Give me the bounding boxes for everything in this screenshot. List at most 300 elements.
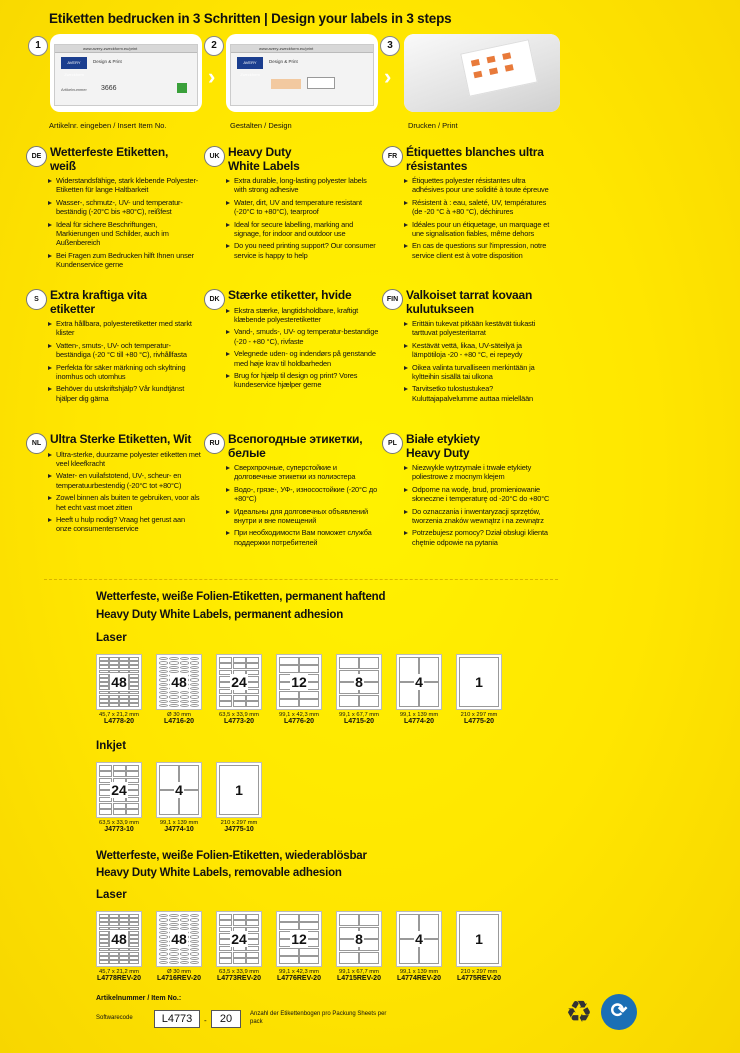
- lang-block-fr: [382, 146, 557, 263]
- label-cell: [109, 699, 119, 703]
- label-cell: [129, 670, 139, 674]
- label-cell: [99, 661, 109, 665]
- label-cell: [219, 920, 232, 926]
- label-cell: [119, 952, 129, 956]
- label-cell: [279, 657, 299, 665]
- product-code: L4774REV-20: [397, 975, 441, 982]
- label-cell: [169, 923, 178, 926]
- list-item: Extra hållbara, polyesteretiketter med starkt klister: [48, 319, 201, 338]
- label-cell: [109, 691, 119, 695]
- list-item: Extra durable, long-lasting polyester labels with strong adhesive: [226, 176, 379, 195]
- label-cell: [119, 695, 129, 699]
- labels-per-sheet: [157, 931, 201, 947]
- label-cell: [180, 657, 189, 660]
- label-cell: [180, 923, 189, 926]
- label-cell: [190, 666, 199, 669]
- browser-url: www.avery-zweckform.eu/print: [83, 46, 138, 51]
- list-item: Ideal for secure labelling, marking and signage, for indoor and outdoor use: [226, 220, 379, 239]
- label-cell: [109, 952, 119, 956]
- label-sheet-icon: [456, 654, 502, 710]
- product-code: L4715-20: [344, 718, 374, 725]
- lang-title: Ultra Sterke Etiketten, Wit: [50, 432, 192, 446]
- inkjet-heading: Inkjet: [96, 740, 127, 752]
- label-cell: [159, 923, 168, 926]
- labels-per-sheet: [457, 931, 501, 947]
- labels-per-sheet: [337, 674, 381, 690]
- label-cell: [119, 956, 129, 960]
- label-cell: [119, 914, 129, 918]
- labels-per-sheet: [277, 674, 321, 690]
- sheets-per-pack-value: 20: [211, 1010, 241, 1028]
- laser-heading: Laser: [96, 632, 127, 644]
- product-item: [396, 911, 442, 982]
- label-size: Ø 30 mm: [167, 712, 191, 718]
- browser-window: [54, 44, 198, 106]
- step-3-image: [404, 34, 560, 112]
- browser-menu: Design & Print: [93, 59, 122, 64]
- softwarecode-value: L4773: [154, 1010, 200, 1028]
- label-sheet-icon: [156, 654, 202, 710]
- label-cell: [119, 918, 129, 922]
- label-cell: [246, 657, 259, 663]
- labels-per-sheet-value: 4: [415, 674, 423, 690]
- recycle-icon: ♻: [565, 996, 593, 1029]
- label-cell: [109, 695, 119, 699]
- label-sheet-icon: [216, 654, 262, 710]
- softwarecode-label: Softwarecode: [96, 1015, 133, 1021]
- label-cell: [190, 700, 199, 703]
- avery-logo: AVERY Zweckform: [61, 57, 87, 69]
- label-cell: [99, 952, 109, 956]
- list-item: Oikea valinta turvalliseen merkintään ja kyltteihin sisällä tai ulkona: [404, 363, 557, 382]
- label-cell: [169, 918, 178, 921]
- label-cell: [219, 958, 232, 964]
- label-sheet-icon: [336, 911, 382, 967]
- label-cell: [109, 661, 119, 665]
- step-caption: Artikelnr. eingeben / Insert Item No.: [49, 121, 167, 130]
- label-cell: [359, 695, 379, 707]
- label-cell: [99, 670, 109, 674]
- design-preview-icon: [307, 77, 335, 89]
- product-item: [216, 911, 262, 982]
- labels-per-sheet: [397, 674, 441, 690]
- label-cell: [159, 914, 168, 917]
- label-cell: [180, 691, 189, 694]
- label-cell: [159, 927, 168, 930]
- label-cell: [159, 666, 168, 669]
- label-cell: [159, 700, 168, 703]
- labels-per-sheet: [217, 782, 261, 798]
- label-sheet-icon: [456, 911, 502, 967]
- label-size: 210 x 297 mm: [460, 712, 498, 718]
- label-cell: [180, 670, 189, 673]
- product-code: L4774-20: [404, 718, 434, 725]
- label-cell: [190, 918, 199, 921]
- label-cell: [359, 657, 379, 669]
- label-cell: [99, 665, 109, 669]
- product-code: L4776REV-20: [277, 975, 321, 982]
- product-code: L4776-20: [284, 718, 314, 725]
- list-item: Vatten-, smuts-, UV- och temperatur-beständiga (-20 °C till +80 °C), rivhållfasta: [48, 341, 201, 360]
- label-sheet-icon: [396, 654, 442, 710]
- labels-per-sheet: [97, 782, 141, 798]
- label-cell: [246, 695, 259, 701]
- list-item: При необходимости Вам поможет служба поддержки потребителей: [226, 528, 379, 547]
- label-size: 99,1 x 42,3 mm: [279, 969, 319, 975]
- article-number-label: Artikelnummer / Item No.:: [96, 995, 182, 1002]
- browser-menu: Design & Print: [269, 59, 298, 64]
- label-cell: [109, 657, 119, 661]
- list-item: Bei Fragen zum Bedrucken hilft Ihnen unser Kundenservice gerne: [48, 251, 201, 270]
- label-cell: [129, 661, 139, 665]
- label-cell: [129, 699, 139, 703]
- design-preview-icon: [271, 79, 301, 89]
- label-cell: [119, 699, 129, 703]
- label-cell: [129, 657, 139, 661]
- label-cell: [129, 922, 139, 926]
- product-item: [216, 654, 262, 725]
- list-item: Odporne na wodę, brud, promieniowanie słoneczne i temperaturę od -20°C do +80°C: [404, 485, 557, 504]
- label-cell: [299, 657, 319, 665]
- step-caption: Drucken / Print: [408, 121, 458, 130]
- product-code: L4715REV-20: [337, 975, 381, 982]
- label-cell: [279, 914, 299, 922]
- labels-per-sheet-value: 24: [231, 931, 247, 947]
- labels-per-sheet-value: 48: [111, 674, 127, 690]
- product-item: [216, 762, 262, 833]
- label-cell: [190, 948, 199, 951]
- lang-badge: FIN: [382, 289, 403, 310]
- label-cell: [299, 691, 319, 699]
- product-code: L4778REV-20: [97, 975, 141, 982]
- label-cell: [159, 704, 168, 707]
- label-sheet-icon: [216, 911, 262, 967]
- product-code: L4716REV-20: [157, 975, 201, 982]
- label-cell: [279, 956, 299, 964]
- label-cell: [99, 657, 109, 661]
- product-code: L4775-20: [464, 718, 494, 725]
- product-item: [96, 654, 142, 725]
- lang-block-ru: [204, 433, 379, 550]
- product-item: [96, 911, 142, 982]
- product-code: L4778-20: [104, 718, 134, 725]
- label-cell: [159, 691, 168, 694]
- product-code: L4773-20: [224, 718, 254, 725]
- list-item: Velegnede uden- og indendørs på genstande med høje krav til holdbarheden: [226, 349, 379, 368]
- labels-per-sheet: [217, 674, 261, 690]
- labels-per-sheet: [157, 674, 201, 690]
- browser-url: www.avery-zweckform.eu/print: [259, 46, 314, 51]
- step-caption: Gestalten / Design: [230, 121, 292, 130]
- label-cell: [99, 803, 112, 809]
- labels-per-sheet-value: 4: [175, 782, 183, 798]
- list-item: Идеальны для долговечных объявлений внутри и вне помещений: [226, 507, 379, 526]
- lang-badge: DE: [26, 146, 47, 167]
- label-cell: [233, 958, 246, 964]
- label-cell: [339, 695, 359, 707]
- labels-per-sheet: [217, 931, 261, 947]
- label-cell: [219, 701, 232, 707]
- label-cell: [129, 914, 139, 918]
- label-cell: [169, 666, 178, 669]
- lang-badge: RU: [204, 433, 225, 454]
- label-cell: [190, 961, 199, 964]
- labels-per-sheet-value: 1: [475, 674, 483, 690]
- labels-per-sheet-value: 8: [355, 674, 363, 690]
- label-cell: [119, 960, 129, 964]
- list-item: Water- en vuilafstotend, UV-, scheur- en temperatuurbestendig (-20°C tot +80°C): [48, 471, 201, 490]
- step-number: 2: [204, 36, 224, 56]
- label-cell: [279, 665, 299, 673]
- label-cell: [180, 661, 189, 664]
- lang-badge: PL: [382, 433, 403, 454]
- product-item: [96, 762, 142, 833]
- labels-per-sheet-value: 24: [231, 674, 247, 690]
- product-item: [156, 762, 202, 833]
- label-cell: [299, 665, 319, 673]
- label-sheet-icon: [216, 762, 262, 818]
- section-title-en: Heavy Duty White Labels, permanent adhesion: [96, 609, 344, 621]
- labels-per-sheet: [457, 674, 501, 690]
- page-title: Etiketten bedrucken in 3 Schritten | Design your labels in 3 steps: [49, 11, 452, 26]
- label-sheet-icon: [276, 911, 322, 967]
- label-cell: [129, 703, 139, 707]
- label-cell: [359, 952, 379, 964]
- label-cell: [299, 914, 319, 922]
- label-cell: [109, 665, 119, 669]
- label-cell: [99, 914, 109, 918]
- product-code: L4716-20: [164, 718, 194, 725]
- product-code: L4775REV-20: [457, 975, 501, 982]
- label-cell: [169, 691, 178, 694]
- label-cell: [109, 956, 119, 960]
- label-size: 99,1 x 139 mm: [399, 712, 439, 718]
- list-item: Widerstandsfähige, stark klebende Polyester-Etiketten für lange Haltbarkeit: [48, 176, 201, 195]
- product-code: J4773-10: [104, 826, 134, 833]
- product-item: [156, 911, 202, 982]
- label-cell: [109, 927, 119, 931]
- label-cell: [119, 670, 129, 674]
- list-item: Idéales pour un étiquetage, un marquage et une signalisation fiables, même dehors: [404, 220, 557, 239]
- label-cell: [169, 695, 178, 698]
- label-cell: [159, 957, 168, 960]
- label-cell: [233, 695, 246, 701]
- label-sheet-icon: [276, 654, 322, 710]
- label-size: 99,1 x 139 mm: [159, 820, 199, 826]
- green-dot-icon: ⟳: [601, 994, 637, 1030]
- label-cell: [219, 914, 232, 920]
- label-cell: [129, 960, 139, 964]
- label-cell: [246, 914, 259, 920]
- list-item: Do oznaczania i inwentaryzacji sprzętów, tworzenia znaków wewnątrz i na zewnątrz: [404, 507, 557, 526]
- label-cell: [299, 699, 319, 707]
- label-cell: [190, 914, 199, 917]
- printer-photo: [404, 34, 560, 112]
- product-item: [336, 911, 382, 982]
- steps-strip: [28, 34, 568, 114]
- label-cell: [109, 703, 119, 707]
- label-cell: [99, 703, 109, 707]
- section-title-en: Heavy Duty White Labels, removable adhesion: [96, 867, 342, 879]
- label-cell: [159, 918, 168, 921]
- label-sheet-icon: [96, 762, 142, 818]
- label-size: 210 x 297 mm: [460, 969, 498, 975]
- list-item: Zowel binnen als buiten te gebruiken, voor als het echt vast moet zitten: [48, 493, 201, 512]
- list-item: Erittäin tukevat pitkään kestävät tiukasti tarttuvat polyesteritarrat: [404, 319, 557, 338]
- label-cell: [233, 920, 246, 926]
- label-cell: [180, 666, 189, 669]
- labels-per-sheet-value: 4: [415, 931, 423, 947]
- labels-per-sheet-value: 24: [111, 782, 127, 798]
- go-button-icon: [177, 83, 187, 93]
- list-item: Wasser-, schmutz-, UV- und temperatur-beständig (-20°C bis +80°C), reißfest: [48, 198, 201, 217]
- label-cell: [109, 670, 119, 674]
- label-size: 63,5 x 33,9 mm: [99, 820, 139, 826]
- label-cell: [339, 914, 359, 926]
- label-cell: [233, 701, 246, 707]
- label-cell: [169, 957, 178, 960]
- label-cell: [190, 704, 199, 707]
- lang-title: Extra kraftiga vita etiketter: [50, 288, 147, 316]
- labels-per-sheet: [97, 674, 141, 690]
- label-cell: [233, 657, 246, 663]
- label-cell: [129, 918, 139, 922]
- labels-per-sheet-value: 48: [171, 931, 187, 947]
- label-cell: [109, 914, 119, 918]
- label-cell: [219, 952, 232, 958]
- label-cell: [190, 695, 199, 698]
- list-item: Do you need printing support? Our consumer service is happy to help: [226, 241, 379, 260]
- label-cell: [180, 957, 189, 960]
- laser-heading: Laser: [96, 889, 127, 901]
- lang-block-dk: [204, 289, 379, 393]
- label-cell: [180, 914, 189, 917]
- label-cell: [180, 918, 189, 921]
- label-cell: [219, 695, 232, 701]
- label-cell: [246, 663, 259, 669]
- label-cell: [129, 695, 139, 699]
- label-cell: [190, 952, 199, 955]
- product-item: [456, 911, 502, 982]
- label-cell: [180, 948, 189, 951]
- label-cell: [99, 699, 109, 703]
- label-cell: [109, 922, 119, 926]
- label-cell: [109, 960, 119, 964]
- label-size: 63,5 x 33,9 mm: [219, 712, 259, 718]
- label-cell: [126, 765, 139, 771]
- label-cell: [126, 771, 139, 777]
- product-item: [156, 654, 202, 725]
- labels-per-sheet-value: 48: [111, 931, 127, 947]
- lang-block-fin: [382, 289, 557, 406]
- label-cell: [246, 920, 259, 926]
- sheets-per-pack-note: Anzahl der Etikettenbogen pro Packung Sheets per pack: [250, 1011, 387, 1025]
- list-item: Kestävät vettä, likaa, UV-säteilyä ja lämpötiloja -20 - +80 °C, ei repeydy: [404, 341, 557, 360]
- label-cell: [159, 661, 168, 664]
- list-item: Водо-, грязе-, УФ-, износостойкие (-20°C до +80°C): [226, 485, 379, 504]
- label-cell: [159, 961, 168, 964]
- label-cell: [99, 956, 109, 960]
- list-item: Perfekta för säker märkning och skyltning inomhus och utomhus: [48, 363, 201, 382]
- lang-title: Valkoiset tarrat kovaan kulutukseen: [406, 288, 533, 316]
- list-item: Heeft u hulp nodig? Vraag het gerust aan onze consumentenservice: [48, 515, 201, 534]
- label-cell: [180, 952, 189, 955]
- list-item: Behöver du utskriftshjälp? Vår kundtjänst hjälper dig gärna: [48, 384, 201, 403]
- label-cell: [129, 952, 139, 956]
- label-cell: [246, 701, 259, 707]
- product-item: [336, 654, 382, 725]
- lang-title: Stærke etiketter, hvide: [228, 288, 352, 302]
- label-cell: [190, 923, 199, 926]
- label-cell: [99, 960, 109, 964]
- labels-per-sheet-value: 12: [291, 674, 307, 690]
- list-item: Brug for hjælp til design og print? Vores kundeservice hjælper gerne: [226, 371, 379, 390]
- list-item: Potrzebujesz pomocy? Dział obsługi klienta chętnie odpowie na pytania: [404, 528, 557, 547]
- label-cell: [246, 958, 259, 964]
- list-item: Étiquettes polyester résistantes ultra adhésives pour une solidité à toute épreuve: [404, 176, 557, 195]
- label-cell: [169, 914, 178, 917]
- label-cell: [109, 918, 119, 922]
- labels-per-sheet: [157, 782, 201, 798]
- list-item: Vand-, smuds-, UV- og temperatur-bestandige (-20 - +80 °C), rivfaste: [226, 327, 379, 346]
- label-cell: [119, 948, 129, 952]
- label-sheet-icon: [396, 911, 442, 967]
- label-cell: [190, 957, 199, 960]
- label-cell: [99, 771, 112, 777]
- list-item: Ekstra stærke, langtidsholdbare, kraftigt klæbende polyesteretiketter: [226, 306, 379, 325]
- label-cell: [109, 948, 119, 952]
- label-cell: [169, 948, 178, 951]
- list-item: Résistent à : eau, saleté, UV, températures (de -20 °C à +80 °C), déchirures: [404, 198, 557, 217]
- labels-per-sheet: [337, 931, 381, 947]
- label-cell: [339, 952, 359, 964]
- label-cell: [119, 922, 129, 926]
- label-cell: [169, 670, 178, 673]
- section-divider: [44, 579, 558, 580]
- product-code: L4773REV-20: [217, 975, 261, 982]
- product-code: J4775-10: [224, 826, 254, 833]
- step-number: 3: [380, 36, 400, 56]
- label-cell: [180, 927, 189, 930]
- product-code: J4774-10: [164, 826, 194, 833]
- product-item: [396, 654, 442, 725]
- label-cell: [129, 665, 139, 669]
- label-cell: [126, 803, 139, 809]
- chevron-right-icon: ›: [384, 64, 392, 89]
- label-cell: [299, 948, 319, 956]
- lang-title: Wetterfeste Etiketten, weiß: [50, 145, 169, 173]
- lang-title: Étiquettes blanches ultra résistantes: [406, 145, 544, 173]
- label-cell: [219, 657, 232, 663]
- label-cell: [99, 809, 112, 815]
- list-item: Niezwykle wytrzymałe i trwałe etykiety poliestrowe z mocnym klejem: [404, 463, 557, 482]
- label-cell: [113, 771, 126, 777]
- lang-title: Białe etykiety Heavy Duty: [406, 432, 480, 460]
- label-sheet-icon: [156, 762, 202, 818]
- label-cell: [359, 914, 379, 926]
- label-cell: [129, 691, 139, 695]
- list-item: En cas de questions sur l'impression, notre service client est à votre disposition: [404, 241, 557, 260]
- product-item: [276, 654, 322, 725]
- chevron-right-icon: ›: [208, 64, 216, 89]
- list-item: Water, dirt, UV and temperature resistant (-20°C to +80°C), tearproof: [226, 198, 379, 217]
- label-cell: [119, 703, 129, 707]
- label-size: 99,1 x 42,3 mm: [279, 712, 319, 718]
- label-cell: [169, 961, 178, 964]
- section-title-de: Wetterfeste, weiße Folien-Etiketten, permanent haftend: [96, 591, 386, 603]
- label-size: 63,5 x 33,9 mm: [219, 969, 259, 975]
- label-sheet-icon: [96, 911, 142, 967]
